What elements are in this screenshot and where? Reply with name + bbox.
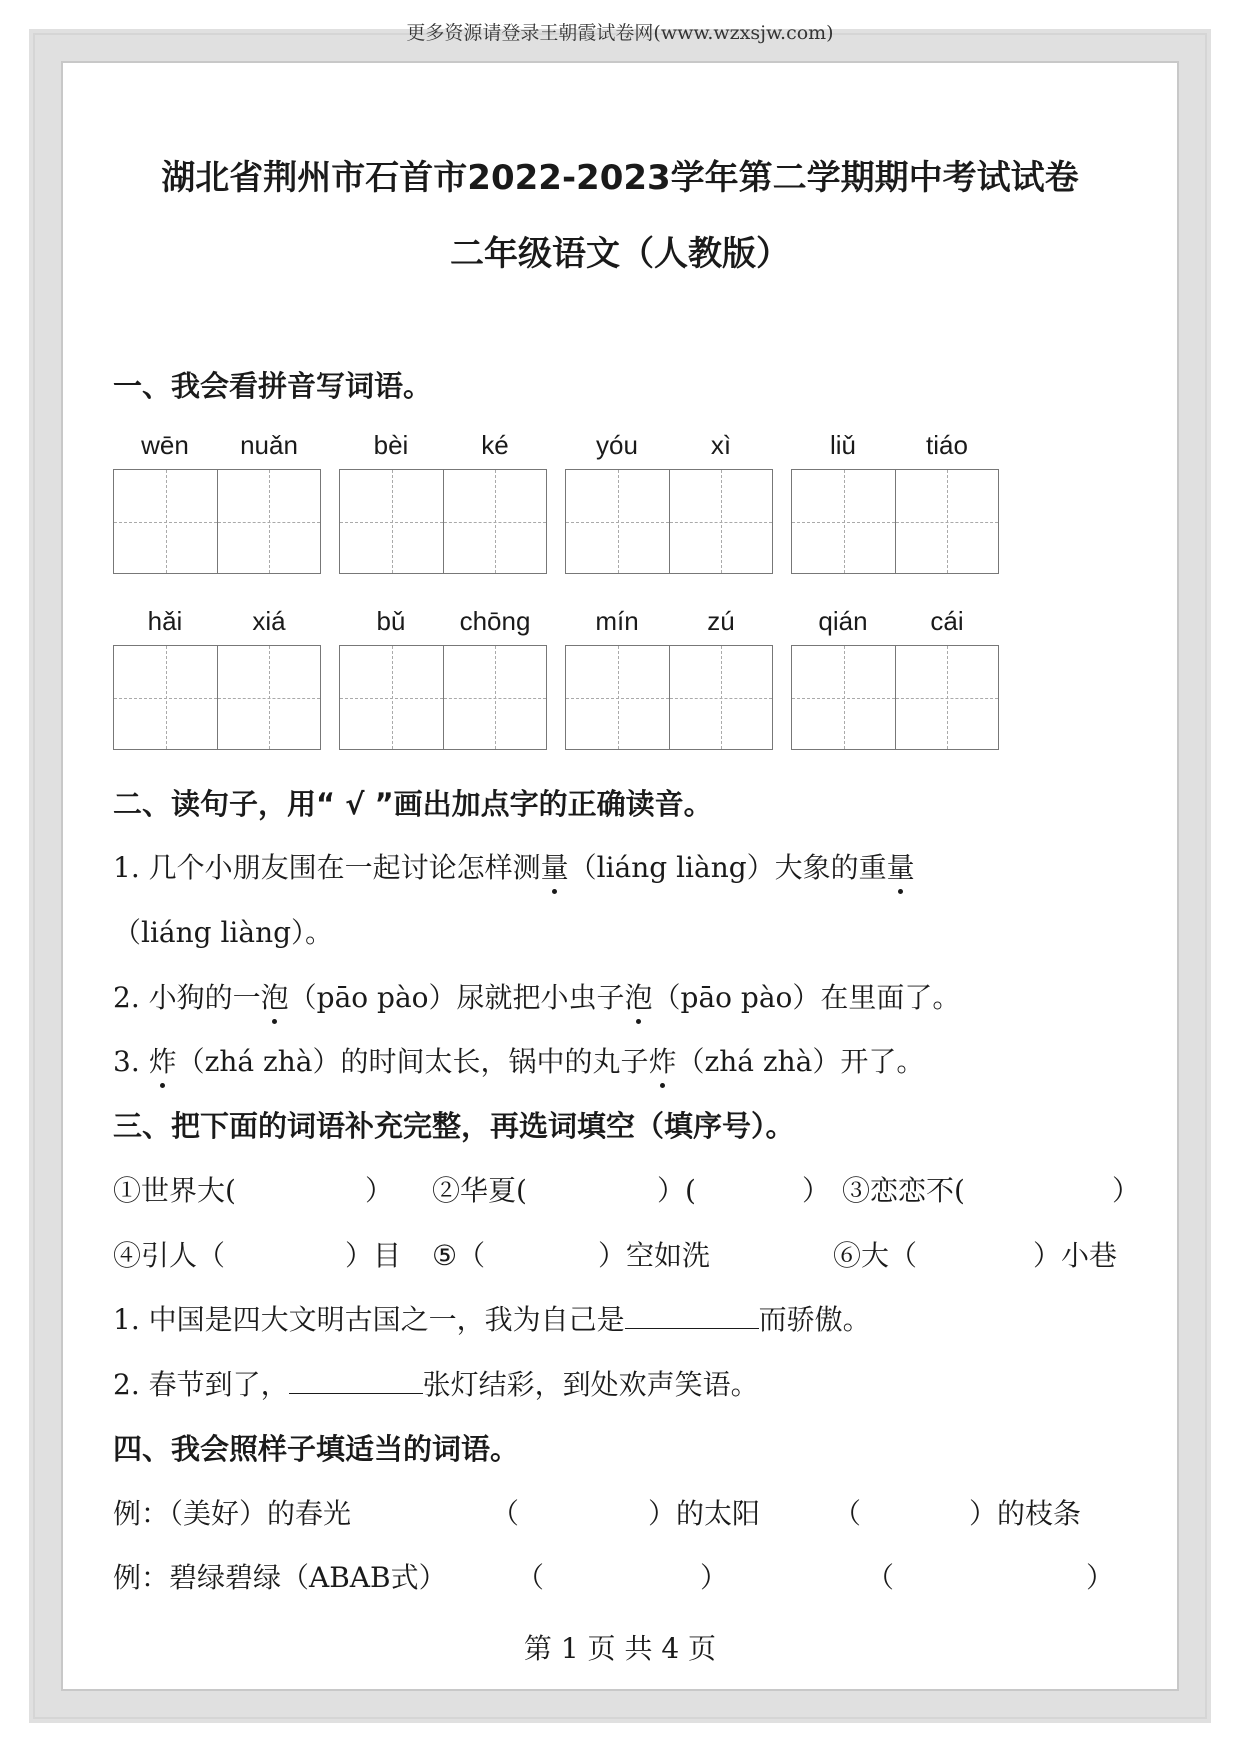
question-line: 1. 几个小朋友围在一起讨论怎样测量（liáng liàng）大象的重量 xyxy=(113,846,915,886)
fill-item: ）空如洗 xyxy=(598,1239,711,1272)
pinyin: bèi xyxy=(373,430,409,460)
pinyin: tiáo xyxy=(926,430,968,460)
fill-item: ） xyxy=(1112,1174,1141,1207)
fill-item: ②华夏( xyxy=(432,1174,527,1207)
pinyin: hǎi xyxy=(147,606,183,636)
fill-item: ⑥大（ xyxy=(833,1239,918,1272)
fill-item: ③恋恋不( xyxy=(842,1174,965,1207)
fill-item: ⑤（ xyxy=(432,1239,486,1272)
writing-grid[interactable] xyxy=(339,469,547,574)
fill-item: ） xyxy=(802,1174,831,1207)
question-line: 2. 小狗的一泡（pāo pào）尿就把小虫子泡（pāo pào）在里面了。 xyxy=(113,976,960,1016)
answer-blank[interactable] xyxy=(289,1367,423,1394)
writing-grid[interactable] xyxy=(565,469,773,574)
fill-item: ） xyxy=(365,1174,394,1207)
fill-item: ④引人（ xyxy=(113,1239,226,1272)
exam-title: 湖北省荆州市石首市2022-2023学年第二学期期中考试试卷 xyxy=(161,158,1079,198)
pinyin: bǔ xyxy=(376,606,406,636)
fill-item: （ xyxy=(866,1561,895,1594)
writing-grid[interactable] xyxy=(113,645,321,750)
section4-heading: 四、我会照样子填适当的词语。 xyxy=(113,1432,520,1466)
fill-item: ）目 xyxy=(345,1239,402,1272)
pinyin: cái xyxy=(930,606,964,636)
writing-grid[interactable] xyxy=(113,469,321,574)
fill-item: ）( xyxy=(657,1174,696,1207)
section1-heading: 一、我会看拼音写词语。 xyxy=(113,369,433,403)
answer-blank[interactable] xyxy=(625,1302,759,1329)
fill-item: （ xyxy=(833,1497,862,1530)
fill-item: （ xyxy=(491,1497,520,1530)
question-line: 1. 中国是四大文明古国之一，我为自己是 而骄傲。 xyxy=(113,1303,871,1336)
fill-item: （ xyxy=(516,1561,545,1594)
pinyin: nuǎn xyxy=(240,430,298,460)
pinyin: xiá xyxy=(252,606,286,636)
pinyin: mín xyxy=(595,606,639,636)
example-line: 例：碧绿碧绿（ABAB式） xyxy=(113,1561,447,1594)
fill-item: ）的枝条 xyxy=(969,1497,1082,1530)
pinyin: qián xyxy=(818,606,868,636)
fill-item: ） xyxy=(700,1561,729,1594)
pinyin: zú xyxy=(707,606,735,636)
exam-subtitle: 二年级语文（人教版） xyxy=(450,234,790,274)
question-line: 3. 炸（zhá zhà）的时间太长，锅中的丸子炸（zhá zhà）开了。 xyxy=(113,1040,924,1080)
writing-grid[interactable] xyxy=(791,469,999,574)
question-line: （liáng liàng）。 xyxy=(113,916,334,949)
writing-grid[interactable] xyxy=(791,645,999,750)
section2-heading: 二、读句子，用“ √ ”画出加点字的正确读音。 xyxy=(113,787,713,821)
fill-item: ①世界大( xyxy=(113,1174,236,1207)
pinyin: xì xyxy=(710,430,732,460)
pinyin: ké xyxy=(481,430,509,460)
page-number: 第 1 页 共 4 页 xyxy=(523,1632,717,1665)
writing-grid[interactable] xyxy=(339,645,547,750)
pinyin: wēn xyxy=(141,430,189,460)
fill-item: ）小巷 xyxy=(1033,1239,1118,1272)
fill-item: ）的太阳 xyxy=(648,1497,761,1530)
example-line: 例：（美好）的春光 xyxy=(113,1497,352,1530)
question-line: 2. 春节到了， 张灯结彩，到处欢声笑语。 xyxy=(113,1368,759,1401)
pinyin: liǔ xyxy=(829,430,856,460)
page-header: 更多资源请登录王朝霞试卷网(www.wzxsjw.com) xyxy=(406,22,834,44)
writing-grid[interactable] xyxy=(565,645,773,750)
fill-item: ） xyxy=(1086,1561,1115,1594)
pinyin: chōng xyxy=(459,606,531,636)
section3-heading: 三、把下面的词语补充完整，再选词填空（填序号）。 xyxy=(113,1109,795,1143)
pinyin: yóu xyxy=(596,430,638,460)
